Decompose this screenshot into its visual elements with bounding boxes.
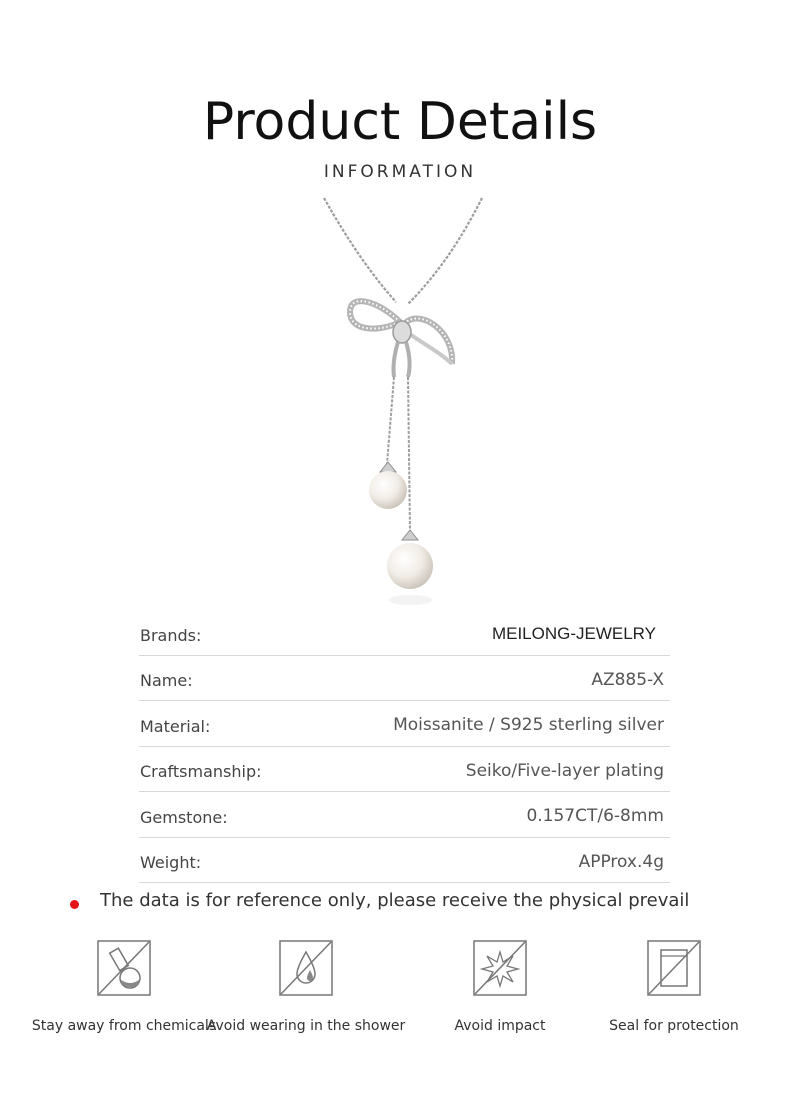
page-subtitle: INFORMATION: [323, 162, 477, 182]
spec-label: Name:: [140, 671, 193, 690]
red-dot-icon: [70, 900, 79, 909]
spec-row-brand: [139, 610, 670, 656]
care-item-impact: [400, 940, 600, 1034]
spec-row-craftsmanship: [139, 747, 670, 793]
spec-value: MEILONG-JEWELRY: [491, 624, 656, 643]
spec-label: Material:: [140, 716, 211, 736]
spec-row-name: [139, 656, 670, 702]
spec-table: [139, 610, 670, 883]
spec-value: APProx.4g: [578, 851, 664, 872]
spec-row-gemstone: [139, 792, 670, 838]
spec-row-weight: [139, 838, 670, 884]
spec-label: Gemstone:: [140, 807, 228, 827]
care-item-chemicals: [24, 940, 224, 1034]
care-label: Stay away from chemicals: [31, 1018, 217, 1034]
care-label: Avoid wearing in the shower: [206, 1018, 406, 1034]
spec-label: Weight:: [140, 853, 202, 872]
spec-row-material: [139, 701, 670, 747]
spec-label: Craftsmanship:: [140, 762, 262, 781]
spec-value: Moissanite / S925 sterling silver: [393, 715, 664, 735]
no-impact-icon: [473, 940, 527, 996]
spec-value: AZ885-X: [591, 669, 664, 690]
page-title: Product Details: [202, 92, 598, 152]
spec-value: Seiko/Five-layer plating: [465, 760, 664, 781]
disclaimer-text: The data is for reference only, please receive the physical prevail: [100, 890, 690, 911]
seal-bag-icon: [647, 940, 701, 996]
spec-label: Brands:: [140, 625, 202, 645]
no-chemicals-icon: [97, 940, 151, 996]
spec-value: 0.157CT/6-8mm: [526, 806, 664, 826]
necklace-image: [300, 192, 500, 612]
care-label: Avoid impact: [454, 1018, 546, 1034]
care-item-shower: [206, 940, 406, 1034]
disclaimer-note: [70, 890, 770, 916]
care-label: Seal for protection: [609, 1018, 739, 1034]
care-item-seal: [574, 940, 774, 1034]
no-shower-icon: [279, 940, 333, 996]
